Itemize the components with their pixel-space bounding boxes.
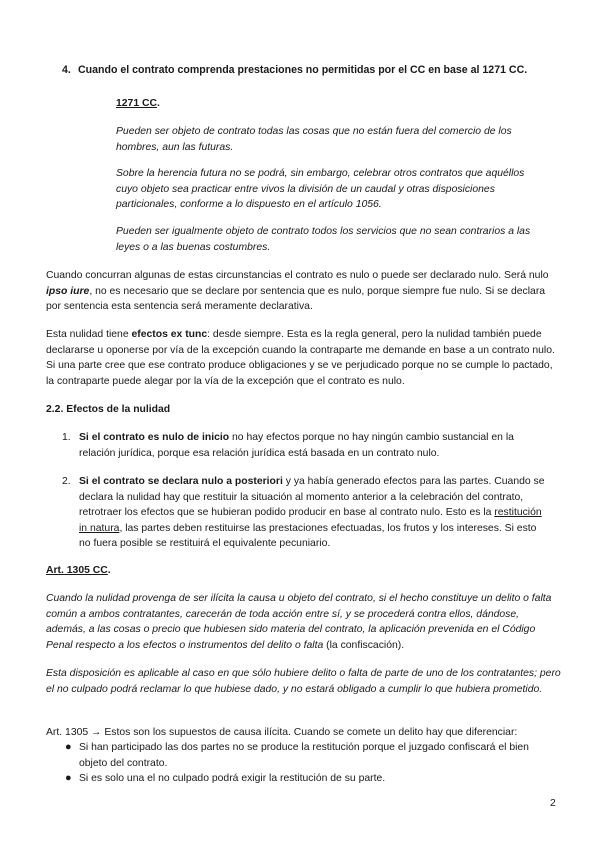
article-reference-1271 [116, 96, 160, 112]
quote-1305-paragraph-1 [46, 591, 561, 653]
quote-1271-paragraph-2: Sobre la herencia futura no se podrá, sin embargo, celebrar otros contratos que aquéllos cuyo objeto sea practicar entre vivos la división de un caudal y otras disposiciones particionales, conforme a lo dispuesto en el artículo 1056. [116, 168, 525, 210]
bullet-text: Si han participado las dos partes no se produce la restitución porque el juzgado confiscará el bien objeto del contrato. [79, 742, 529, 769]
list-item-text: y ya había generado efectos para las partes. Cuando se declara la nulidad hay que restituir la situación al momento anterior a la celebración del contrato, retrotraer los efectos que se hubieran podido producir en base al contrato nulo. Esto es la [79, 476, 545, 518]
ipso-iure-term: ipso iure [46, 285, 90, 297]
bullet-item [65, 740, 549, 771]
heading-text: Cuando el contrato comprenda prestaciones no permitidas por el CC en base al 1271 CC. [78, 64, 528, 76]
numbered-heading [62, 63, 582, 79]
text-segment: Esta nulidad tiene [46, 329, 132, 340]
bullet-marker: ● [65, 741, 72, 753]
paragraph-ex-tunc [46, 327, 561, 389]
section-title: 2.2. Efectos de la nulidad [46, 404, 171, 415]
paragraph-causa-ilicita: Art. 1305 → Estos son los supuestos de causa ilícita. Cuando se comete un delito hay que diferenciar: [46, 727, 518, 738]
restitucion-in-natura-term: restitución in natura [79, 507, 542, 534]
list-item [62, 474, 549, 552]
text-segment: Cuando concurran algunas de estas circunstancias el contrato es nulo o puede ser declarado nulo. Será nulo [46, 270, 549, 281]
paragraph-ipso-iure [46, 268, 561, 315]
quote-text-tail: (la confiscación). [323, 639, 405, 651]
list-marker: 1. [62, 432, 71, 443]
page-number: 2 [550, 798, 556, 809]
article-1305-label: Art. 1305 CC [46, 565, 108, 576]
quote-1271-paragraph-3: Pueden ser igualmente objeto de contrato todos los servicios que no sean contrarios a las leyes o a las buenas costumbres. [116, 226, 531, 253]
heading-number: 4. [62, 64, 71, 76]
quote-1305-paragraph-2: Esta disposición es aplicable al caso en que sólo hubiere delito o falta de parte de uno de los contratantes; pero el no culpado podrá reclamar lo que hubiese dado, y no estará obligado a cumplir lo que hubiera prometido. [46, 668, 561, 695]
list-item-bold: Si el contrato es nulo de inicio [79, 432, 230, 443]
article-reference-1305 [46, 563, 111, 579]
ex-tunc-term: efectos ex tunc [131, 329, 208, 340]
text-segment: , no es necesario que se declare por sentencia que es nulo, porque siempre fue nulo. Si se declara por sentencia esta sentencia será meramente declarativa. [46, 285, 546, 312]
bullet-item [65, 771, 549, 787]
quote-text: Cuando la nulidad provenga de ser ilícita la causa u objeto del contrato, si el hecho constituye un delito o falta común a ambos contratantes, carecerán de toda acción entre sí, y se procederá contra ellos, dándose, además, a las cosas o precio que hubiesen sido materia del contrato, la aplicación prevenida en el Código Penal respecto a los efectos o instrumentos del delito o falta [46, 593, 552, 651]
list-item [62, 430, 549, 461]
article-1305-dot: . [107, 565, 111, 576]
list-item-text: no hay efectos porque no hay ningún cambio sustancial en la relación jurídica, porque esa relación jurídica está basada en un contrato nulo. [79, 432, 514, 459]
bullet-text: Si es solo una el no culpado podrá exigir la restitución de su parte. [79, 773, 386, 784]
list-marker: 2. [62, 476, 71, 487]
list-item-bold: Si el contrato se declara nulo a posteriori [79, 476, 283, 487]
article-1271-label: 1271 CC [116, 98, 158, 109]
article-1271-dot: . [157, 98, 160, 109]
text-segment: : desde siempre. Esta es la regla general, pero la nulidad también puede declararse u oponerse por vía de la excepción cuando la contraparte me demande en base a un contrato nulo. Si una parte cree que ese contrato produce obligaciones y se ve perjudicado porque no se cumple lo pactado, la contraparte puede alegar por la vía de la excepción que el contrato es nulo. [46, 329, 555, 387]
bullet-marker: ● [65, 772, 72, 784]
list-item-text-tail: , las partes deben restituirse las prestaciones efectuadas, los frutos y los intereses. Si esto no fuera posible se restituirá el equivalente pecuniario. [79, 522, 537, 549]
quote-1271-paragraph-1: Pueden ser objeto de contrato todas las cosas que no están fuera del comercio de los hombres, aun las futuras. [116, 126, 512, 153]
